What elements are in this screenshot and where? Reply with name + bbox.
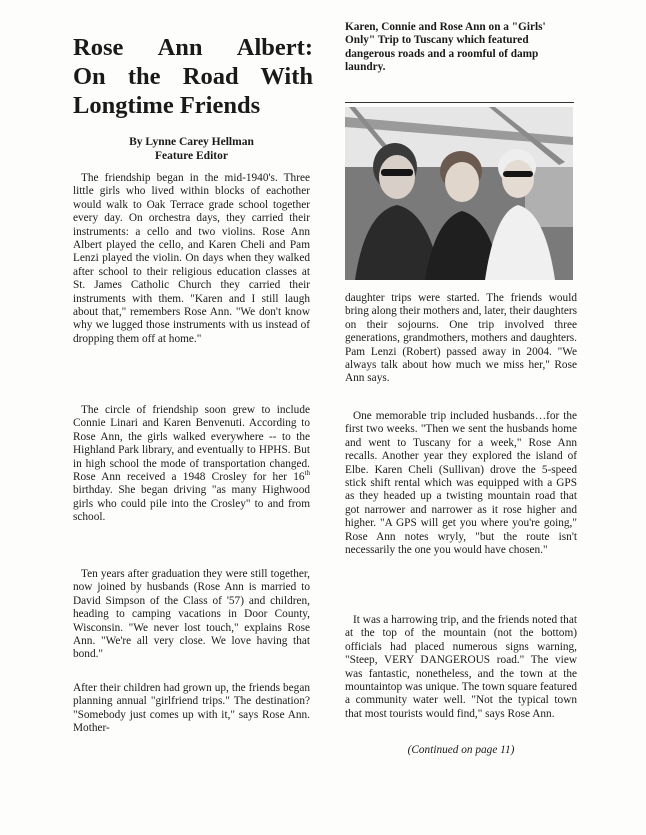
byline xyxy=(73,136,310,163)
byline-author: By Lynne Carey Hellman xyxy=(129,136,254,148)
right-paragraph-2: One memorable trip included husbands…for the first two weeks. "Then we sent the husbands home and went to Tuscany for a week," Rose Ann recalls. Another year they explored the island of Elbe. Karen Cheli (Sullivan) drove the 5-speed stick shift rental which was equipped with a GPS as they headed up a twisting mountain road that got narrower and narrower as it rose higher and higher. "A GPS will get you where you're going," Rose Ann notes wryly, "but the route isn't necessarily the one you would have chosen." xyxy=(345,410,577,557)
right-paragraph-3: It was a harrowing trip, and the friends noted that at the top of the mountain (not the bottom) officials had placed numerous signs warning, "Steep, VERY DANGEROUS road." The view was fantastic, nonetheless, and the town at the mountaintop was unique. The town square featured a community water well. "Not the typical town that most tourists would find," says Rose Ann. xyxy=(345,614,577,720)
friends-photo xyxy=(345,107,573,280)
continued-notice: (Continued on page 11) xyxy=(407,744,515,756)
title-line-3: Longtime Friends xyxy=(73,92,261,119)
friends-photo-illustration xyxy=(345,107,573,280)
right-paragraph-1: daughter trips were started. The friends would bring along their mothers and, later, their daughters on their sojourns. One trip involved three generations, grandmothers, mothers and daughters. Pam Lenzi (Robert) passed away in 2004. "We always talk about how much we miss her," Rose Ann says. xyxy=(345,292,578,385)
left-paragraph-2 xyxy=(73,404,310,525)
left-paragraph-2-text: The circle of friendship soon grew to include Connie Linari and Karen Benvenuti. According to Rose Ann, the girls walked everywhere -- to the Highland Park library, and eventually to HPHS. But in high school the mode of transportation changed. Rose Ann received a 1948 Crosley for her 16 xyxy=(73,404,310,484)
left-paragraph-2-tail: birthday. She began driving "as many Highwood girls who could pile into the Crosley" to and from school. xyxy=(73,484,310,524)
title-line-1: Rose Ann Albert: xyxy=(73,34,313,61)
ordinal-suffix: th xyxy=(304,469,310,478)
caption-divider xyxy=(345,102,574,103)
byline-role: Feature Editor xyxy=(155,149,228,162)
article-title xyxy=(73,33,313,120)
left-paragraph-3: Ten years after graduation they were still together, now joined by husbands (Rose Ann is married to David Simpson of the Class of '57) and children, heading to camping vacations in Door County, Wisconsin. "We never lost touch," explains Rose Ann. "We're all very close. We love having that bond." xyxy=(73,568,310,661)
title-line-2: On the Road With xyxy=(73,63,313,90)
left-paragraph-1: The friendship began in the mid-1940's. Three little girls who lived within blocks of eachother would walk to Oak Terrace grade school together every day. On orchestra days, they carried their instruments: a cello and two violins. Rose Ann Albert played the cello, and Karen Cheli and Pam Lenzi played the violin. On days when they walked after school to their religious education classes at St. James Catholic Church they carried their instruments with them. "Karen and I still laugh about that," remembers Rose Ann. "We don't know why we lugged those instruments with us instead of dropping them off at home." xyxy=(73,172,310,345)
left-paragraph-4: After their children had grown up, the friends began planning annual "girlfriend trips." The destination? "Somebody just comes up with it," says Rose Ann. Mother- xyxy=(73,682,310,735)
photo-caption: Karen, Connie and Rose Ann on a "Girls' Only" Trip to Tuscany which featured dangerous roads and a roomful of damp laundry. xyxy=(345,21,546,74)
